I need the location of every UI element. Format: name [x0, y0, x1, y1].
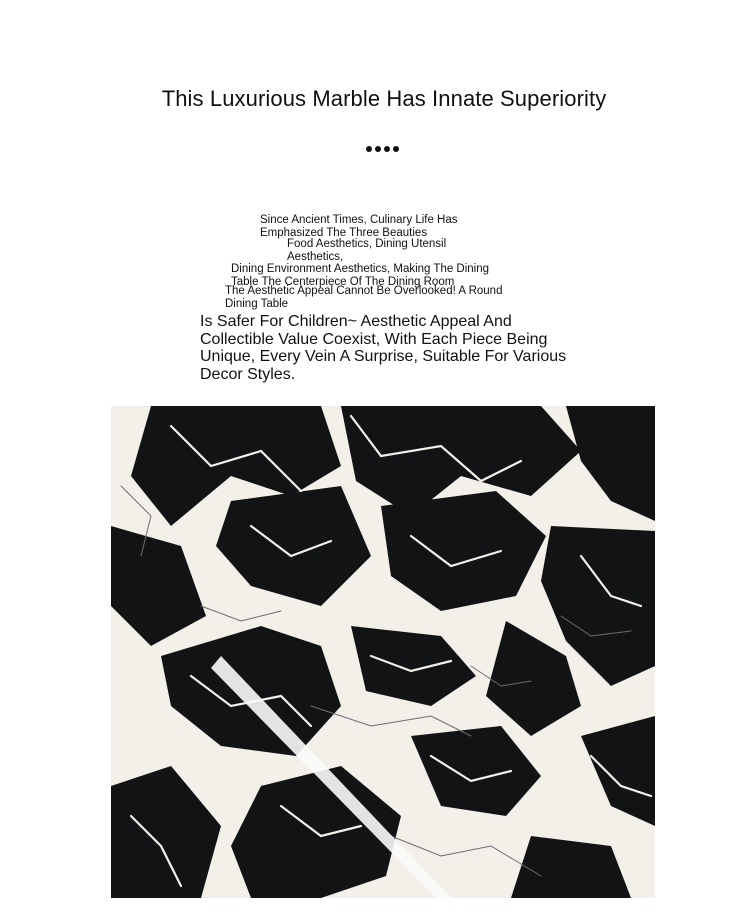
description-line-2: Food Aesthetics, Dining Utensil Aesthetics,	[287, 238, 447, 263]
description-paragraph: Is Safer For Children~ Aesthetic Appeal And Collectible Value Coexist, With Each Piece Being Unique, Every Vein A Surprise, Suitable For Various Decor Styles.	[200, 313, 567, 383]
dot-divider	[366, 146, 399, 152]
description-line-4: The Aesthetic Appeal Cannot Be Overlooked! A Round Dining Table	[225, 285, 503, 310]
page-title: This Luxurious Marble Has Innate Superiority	[161, 86, 607, 111]
description-line-1: Since Ancient Times, Culinary Life Has Emphasized The Three Beauties	[260, 214, 458, 239]
description-line-3: Dining Environment Aesthetics, Making The Dining Table The Centerpiece Of The Dining Room	[231, 263, 490, 288]
marble-table-image	[111, 406, 655, 898]
divider-dot	[375, 146, 381, 152]
divider-dot	[366, 146, 372, 152]
divider-dot	[384, 146, 390, 152]
divider-dot	[393, 146, 399, 152]
